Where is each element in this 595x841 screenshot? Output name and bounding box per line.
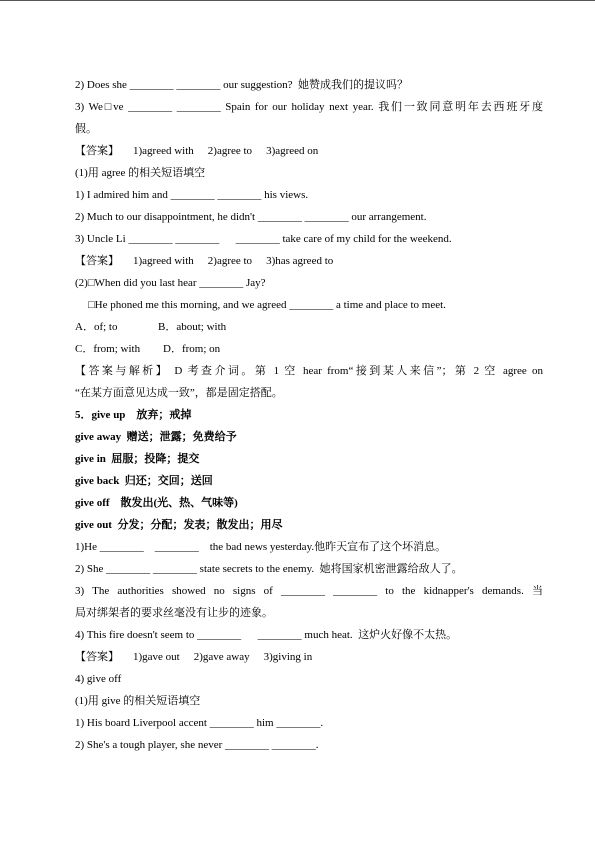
choice-question-stem-2: □He phoned me this morning, and we agreed ________ a time and place to meet. (88, 299, 446, 311)
agree-fill-q3: 3) Uncle Li ________ ________ ________ take care of my child for the weekend. (75, 233, 452, 245)
agree-exercise-q3-cont: 假。 (75, 123, 97, 135)
option-c: C．from; with (75, 343, 141, 355)
top-border (0, 0, 595, 1)
answer-item: 2)agree to (207, 255, 253, 267)
give-exercise-answer-cont: 4) give off (75, 673, 122, 685)
answer-item: 1)agreed with (133, 145, 194, 157)
give-fill-q1: 1) His board Liverpool accent ________ him ________. (75, 717, 324, 729)
agree-exercise-answer (75, 140, 543, 162)
answer-label: 【答案】 (75, 255, 119, 267)
give-exercise-q4: 4) This fire doesn't seem to ________ ________ much heat. 这炉火好像不太热。 (75, 629, 458, 641)
agree-fill-heading: (1)用 agree 的相关短语填空 (75, 167, 206, 179)
give-exercise-q3: 3) The authorities showed no signs of ________ ________ to the kidnapper's demands. 当 (75, 585, 543, 597)
choice-options-ab (75, 316, 543, 338)
answer-label: 【答案】 (75, 651, 119, 663)
give-exercise-q2: 2) She ________ ________ state secrets to the enemy. 她将国家机密泄露给敌人了。 (75, 563, 463, 575)
choice-answer-explanation-cont: “在某方面意见达成一致”，都是固定搭配。 (75, 387, 283, 399)
phrase-give-out: give out 分发；分配；发表；散发出；用尽 (75, 519, 283, 531)
agree-fill-q2: 2) Much to our disappointment, he didn't ________ ________ our arrangement. (75, 211, 427, 223)
phrase-give-back: give back 归还；交回；送回 (75, 475, 213, 487)
agree-exercise-q2: 2) Does she ________ ________ our suggestion? 她赞成我们的提议吗？ (75, 79, 409, 91)
give-exercise-q3-cont: 局对绑架者的要求丝毫没有让步的迹象。 (75, 607, 273, 619)
agree-fill-q1: 1) I admired him and ________ ________ his views. (75, 189, 309, 201)
answer-item: 3)giving in (263, 651, 313, 663)
answer-item: 2)gave away (193, 651, 250, 663)
agree-fill-answer (75, 250, 543, 272)
answer-item: 1)gave out (133, 651, 180, 663)
phrase-give-off: give off 散发出(光、热、气味等) (75, 497, 238, 509)
answer-item: 1)agreed with (133, 255, 194, 267)
option-a: A．of; to (75, 321, 118, 333)
phrase-give-up: 5．give up 放弃；戒掉 (75, 409, 192, 421)
phrase-give-in: give in 屈服；投降；提交 (75, 453, 200, 465)
choice-answer-explanation: 【答案与解析】 D 考查介词。第 1 空 hear from“接到某人来信”；第 2 空 agree on (75, 365, 543, 377)
phrase-give-away: give away 赠送；泄露；免费给予 (75, 431, 237, 443)
give-fill-heading: (1)用 give 的相关短语填空 (75, 695, 201, 707)
answer-item: 3)has agreed to (266, 255, 334, 267)
choice-question-stem-1: (2)□When did you last hear ________ Jay? (75, 277, 266, 289)
give-exercise-q1: 1)He ________ ________ the bad news yesterday.他昨天宣布了这个坏消息。 (75, 541, 447, 553)
option-d: D．from; on (163, 343, 221, 355)
worksheet-content (75, 74, 543, 756)
choice-options-cd (75, 338, 543, 360)
answer-item: 3)agreed on (266, 145, 319, 157)
answer-label: 【答案】 (75, 145, 119, 157)
answer-item: 2)agree to (207, 145, 253, 157)
give-fill-q2: 2) She's a tough player, she never ________ ________. (75, 739, 319, 751)
give-exercise-answer (75, 646, 543, 668)
agree-exercise-q3: 3) We□ve ________ ________ Spain for our holiday next year. 我们一致同意明年去西班牙度 (75, 101, 543, 113)
option-b: B．about; with (158, 321, 227, 333)
